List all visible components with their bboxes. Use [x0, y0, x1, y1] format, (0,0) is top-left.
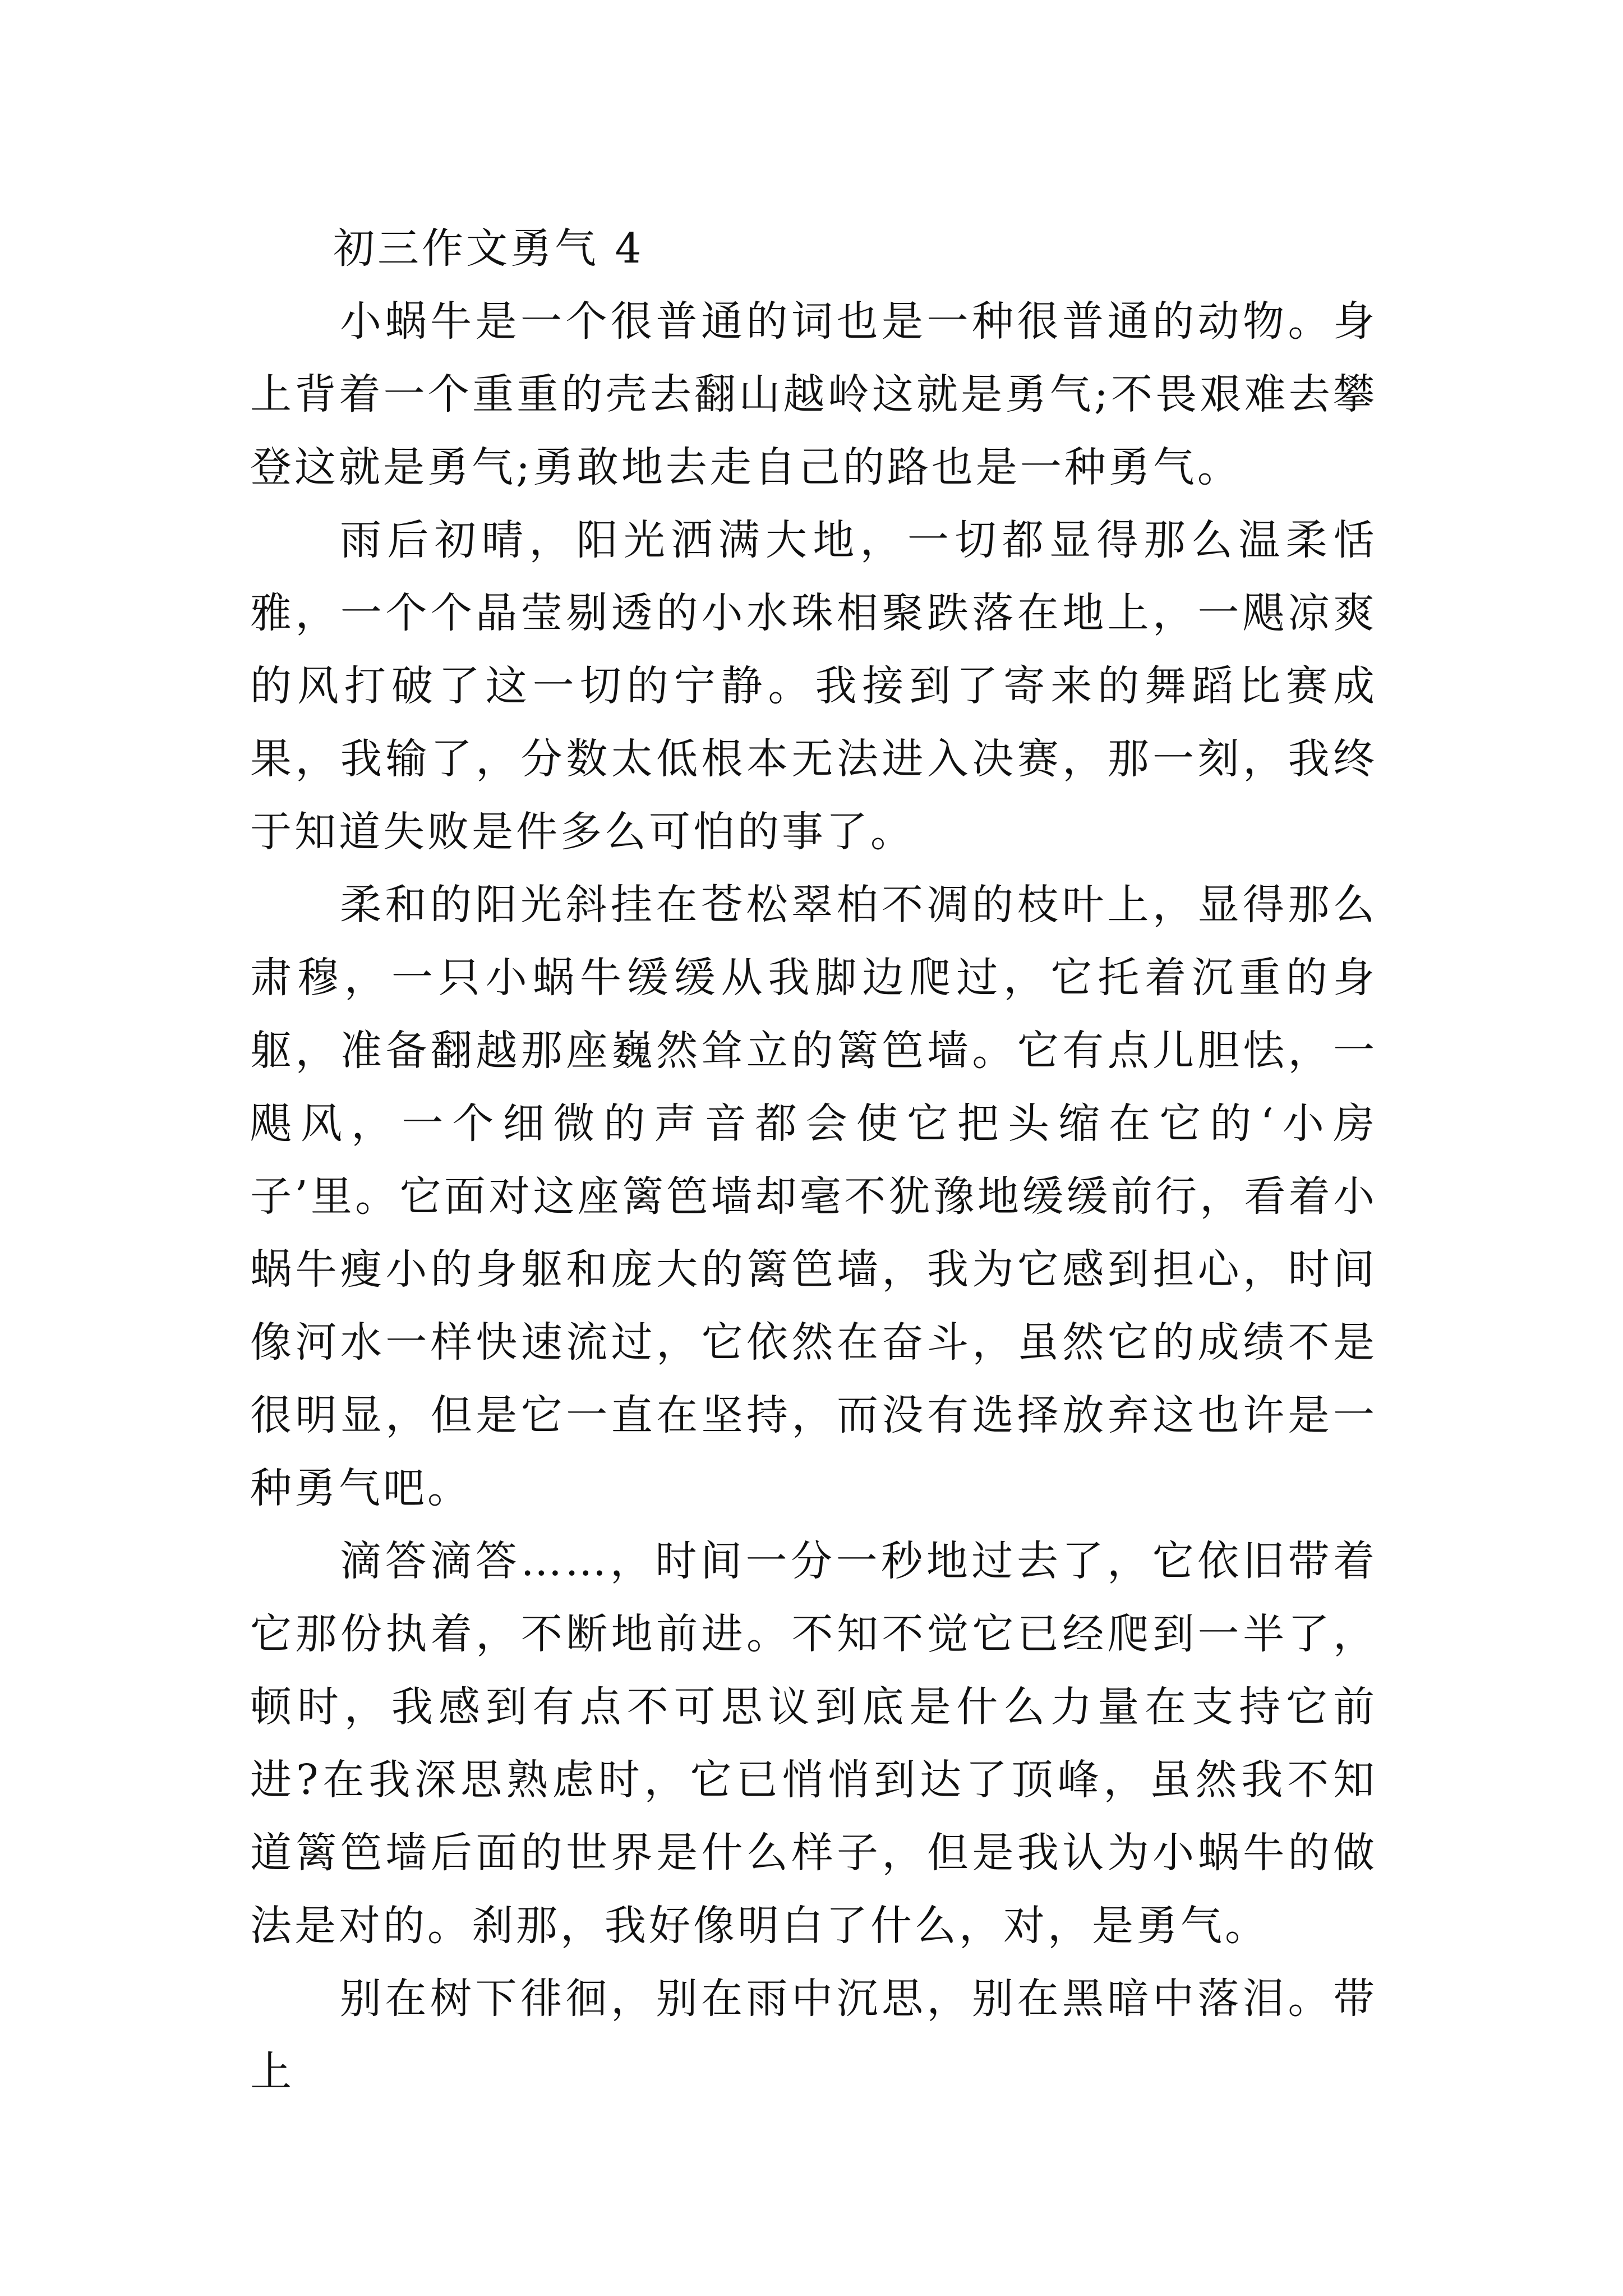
paragraph-3: 柔和的阳光斜挂在苍松翠柏不凋的枝叶上，显得那么肃穆，一只小蜗牛缓缓从我脚边爬过，它托着沉重的身躯，准备翻越那座巍然耸立的篱笆墙。它有点儿胆怯，一飓风，一个细微的声音都会使它把头缩在它的‘小房子’里。它面对这座篱笆墙却毫不犹豫地缓缓前行，看着小蜗牛瘦小的身躯和庞大的篱笆墙，我为它感到担心，时间像河水一样快速流过，它依然在奋斗，虽然它的成绩不是很明显，但是它一直在坚持，而没有选择放弃这也许是一种勇气吧。 [250, 881, 1377, 1512]
paragraph-4: 滴答滴答……，时间一分一秒地过去了，它依旧带着它那份执着，不断地前进。不知不觉它已经爬到一半了，顿时，我感到有点不可思议到底是什么力量在支持它前进?在我深思熟虑时，它已悄悄到达了顶峰，虽然我不知道篱笆墙后面的世界是什么样子，但是我认为小蜗牛的做法是对的。刹那，我好像明白了什么，对，是勇气。 [250, 1537, 1377, 1950]
paragraph-1: 小蜗牛是一个很普通的词也是一种很普通的动物。身上背着一个重重的壳去翻山越岭这就是勇气;不畏艰难去攀登这就是勇气;勇敢地去走自己的路也是一种勇气。 [250, 297, 1377, 491]
paragraph-5: 别在树下徘徊，别在雨中沉思，别在黑暗中落泪。带上 [250, 1975, 1377, 2096]
document-title: 初三作文勇气 4 [333, 224, 644, 273]
paragraph-2: 雨后初晴，阳光洒满大地，一切都显得那么温柔恬雅，一个个晶莹剔透的小水珠相聚跌落在地上，一飓凉爽的风打破了这一切的宁静。我接到了寄来的舞蹈比赛成果，我输了，分数太低根本无法进入决赛，那一刻，我终于知道失败是件多么可怕的事了。 [250, 516, 1377, 856]
document-body [250, 212, 1377, 2108]
